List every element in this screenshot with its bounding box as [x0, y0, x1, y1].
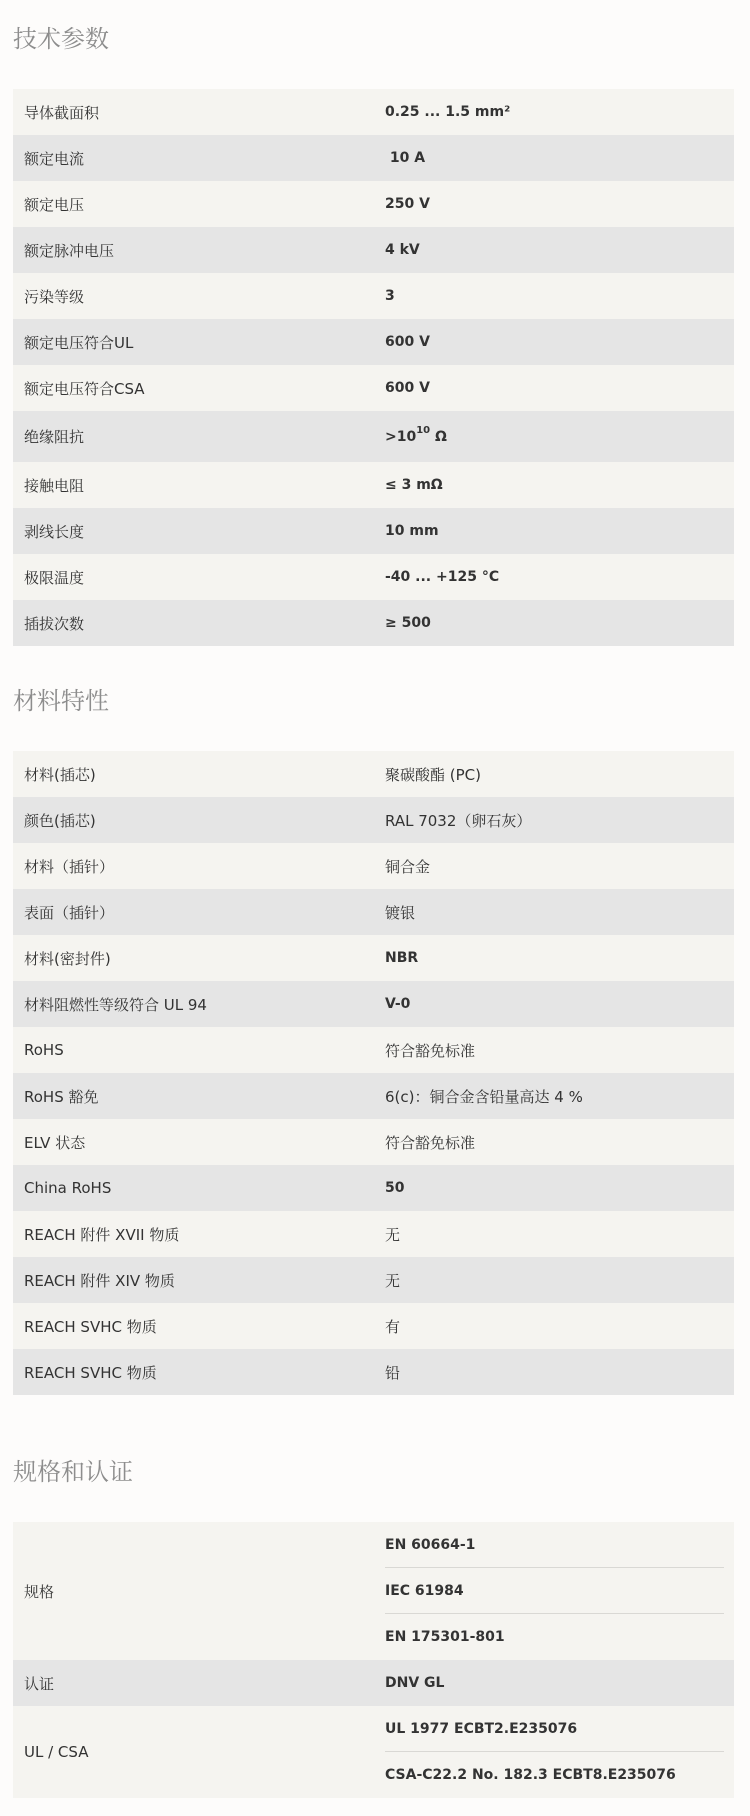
table-row	[13, 1303, 734, 1349]
row-value: 0.25 ... 1.5 mm²	[385, 104, 511, 120]
row-value: 镀银	[385, 903, 416, 922]
section-title-tech-params: 技术参数	[13, 25, 109, 53]
table-row	[13, 1073, 734, 1119]
row-value: 6(c)：铜合金含铅量高达 4 %	[385, 1087, 583, 1106]
row-value: 600 V	[385, 380, 430, 396]
section-title-material-properties: 材料特性	[13, 687, 109, 715]
row-label: 材料(插芯)	[24, 765, 96, 784]
row-label: RoHS	[24, 1041, 64, 1059]
row-label: 污染等级	[24, 287, 85, 306]
table-row	[13, 1119, 734, 1165]
row-label: China RoHS	[24, 1179, 112, 1197]
row-label: REACH SVHC 物质	[24, 1363, 157, 1382]
row-label: 材料阻燃性等级符合 UL 94	[24, 995, 207, 1014]
table-row	[13, 889, 734, 935]
table-row	[13, 751, 734, 797]
table-row	[13, 1211, 734, 1257]
row-label: 额定电压符合UL	[24, 333, 134, 352]
table-row	[13, 981, 734, 1027]
row-label: 极限温度	[24, 568, 85, 587]
row-label: 剥线长度	[24, 522, 85, 541]
row-value: 无	[385, 1225, 401, 1244]
tech-params-table	[13, 89, 734, 646]
row-value: NBR	[385, 950, 419, 966]
row-label: 绝缘阻抗	[24, 428, 85, 446]
row-label: UL / CSA	[24, 1743, 89, 1761]
row-label: 表面（插针）	[24, 903, 115, 922]
table-row	[13, 600, 734, 646]
standards-table	[13, 1522, 734, 1798]
row-value: V-0	[385, 996, 411, 1012]
row-value: 符合豁免标准	[385, 1041, 476, 1060]
row-value: ≤ 3 mΩ	[385, 477, 443, 493]
table-row	[13, 89, 734, 135]
row-label: REACH 附件 XVII 物质	[24, 1225, 180, 1244]
row-label: 额定电流	[24, 149, 85, 168]
row-label: 颜色(插芯)	[24, 811, 96, 830]
row-label: REACH SVHC 物质	[24, 1317, 157, 1336]
row-label: ELV 状态	[24, 1133, 86, 1152]
standard-value: EN 175301-801	[385, 1629, 505, 1645]
row-label: 导体截面积	[24, 103, 100, 122]
row-label: REACH 附件 XIV 物质	[24, 1271, 175, 1290]
row-value: 符合豁免标准	[385, 1133, 476, 1152]
row-value: -40 ... +125 °C	[385, 569, 500, 585]
row-value: RAL 7032（卵石灰）	[385, 811, 532, 830]
standard-value: EN 60664-1	[385, 1522, 724, 1568]
material-properties-table	[13, 751, 734, 1395]
row-value: 50	[385, 1180, 405, 1196]
row-value: 250 V	[385, 196, 430, 212]
row-label: 额定电压符合CSA	[24, 379, 145, 398]
value-suffix: Ω	[430, 428, 447, 445]
row-value: 铜合金	[385, 857, 431, 876]
row-value: 铅	[385, 1363, 401, 1382]
table-row	[13, 273, 734, 319]
table-row	[13, 135, 734, 181]
row-label: 插拔次数	[24, 614, 85, 633]
certification-value: CSA-C22.2 No. 182.3 ECBT8.E235076	[385, 1767, 676, 1783]
row-value: 有	[385, 1317, 401, 1336]
row-value: DNV GL	[385, 1675, 445, 1691]
row-label: 材料（插针）	[24, 857, 115, 876]
table-row	[13, 1257, 734, 1303]
row-value: 600 V	[385, 334, 430, 350]
row-value-list	[385, 1522, 724, 1660]
row-value: 10 mm	[385, 523, 439, 539]
table-row	[13, 227, 734, 273]
table-row	[13, 1522, 734, 1660]
row-value: 10 A	[385, 150, 426, 166]
certification-value: UL 1977 ECBT2.E235076	[385, 1706, 724, 1752]
table-row	[13, 319, 734, 365]
row-label: 规格	[24, 1582, 55, 1601]
value-prefix: >10	[385, 428, 417, 445]
table-row	[13, 797, 734, 843]
table-row	[13, 508, 734, 554]
row-value: 4 kV	[385, 242, 420, 258]
table-row	[13, 1349, 734, 1395]
table-row	[13, 1706, 734, 1798]
table-row	[13, 462, 734, 508]
row-label: 接触电阻	[24, 476, 85, 495]
row-label: RoHS 豁免	[24, 1087, 99, 1106]
table-row	[13, 365, 734, 411]
row-label: 材料(密封件)	[24, 949, 111, 968]
table-row	[13, 1027, 734, 1073]
table-row	[13, 411, 734, 462]
row-value: 3	[385, 288, 395, 304]
row-value: ≥ 500	[385, 615, 431, 631]
row-value: 无	[385, 1271, 401, 1290]
table-row	[13, 935, 734, 981]
table-row	[13, 843, 734, 889]
row-value: 聚碳酸酯 (PC)	[385, 765, 481, 784]
value-exponent: 10	[416, 425, 431, 436]
row-label: 认证	[24, 1674, 55, 1693]
insulation-resistance-value	[385, 411, 724, 462]
section-title-standards-certifications: 规格和认证	[13, 1458, 133, 1486]
standard-value: IEC 61984	[385, 1568, 724, 1614]
table-row	[13, 1165, 734, 1211]
table-row	[13, 181, 734, 227]
row-value-list	[385, 1706, 724, 1798]
row-label: 额定脉冲电压	[24, 241, 115, 260]
row-label: 额定电压	[24, 195, 85, 214]
table-row	[13, 1660, 734, 1706]
table-row	[13, 554, 734, 600]
